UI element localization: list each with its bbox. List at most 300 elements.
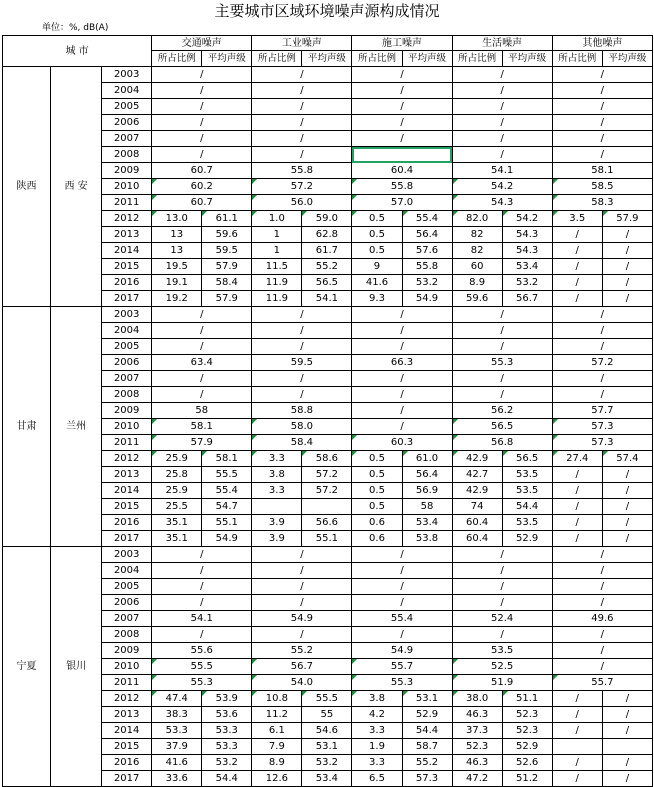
merged-value-cell[interactable]: 55.3 bbox=[352, 675, 452, 691]
merged-value-cell[interactable]: 57.2 bbox=[252, 179, 352, 195]
level-value-cell[interactable]: 62.8 bbox=[302, 227, 352, 243]
share-value-cell[interactable]: 19.1 bbox=[152, 275, 202, 291]
city-header[interactable]: 城 市 bbox=[3, 36, 152, 67]
year-cell[interactable]: 2007 bbox=[102, 371, 152, 387]
merged-value-cell[interactable]: 55.2 bbox=[252, 643, 352, 659]
merged-value-cell[interactable]: / bbox=[152, 307, 252, 323]
merged-value-cell[interactable]: / bbox=[452, 579, 552, 595]
year-cell[interactable]: 2017 bbox=[102, 291, 152, 307]
city-cell[interactable]: 银川 bbox=[51, 547, 102, 787]
share-value-cell[interactable]: 52.3 bbox=[452, 739, 502, 755]
share-value-cell[interactable]: 46.3 bbox=[452, 755, 502, 771]
level-value-cell[interactable]: 53.6 bbox=[202, 707, 252, 723]
level-value-cell[interactable]: 55.5 bbox=[302, 691, 352, 707]
merged-value-cell[interactable]: / bbox=[452, 307, 552, 323]
level-value-cell[interactable]: 57.3 bbox=[402, 771, 452, 787]
level-value-cell[interactable]: 53.3 bbox=[202, 739, 252, 755]
level-value-cell[interactable]: 59.6 bbox=[202, 227, 252, 243]
level-header[interactable]: 平均声级 bbox=[502, 51, 552, 67]
level-value-cell[interactable]: 57.2 bbox=[302, 483, 352, 499]
merged-value-cell[interactable]: / bbox=[252, 627, 352, 643]
merged-value-cell[interactable]: / bbox=[152, 579, 252, 595]
level-value-cell[interactable]: 58.7 bbox=[402, 739, 452, 755]
year-cell[interactable]: 2008 bbox=[102, 387, 152, 403]
year-cell[interactable]: 2009 bbox=[102, 403, 152, 419]
merged-value-cell[interactable]: 55.5 bbox=[152, 659, 252, 675]
level-value-cell[interactable]: / bbox=[602, 275, 652, 291]
level-value-cell[interactable]: / bbox=[602, 243, 652, 259]
year-cell[interactable]: 2005 bbox=[102, 99, 152, 115]
merged-value-cell[interactable]: 52.5 bbox=[452, 659, 552, 675]
city-cell[interactable]: 兰州 bbox=[51, 307, 102, 547]
merged-value-cell[interactable]: / bbox=[352, 339, 452, 355]
merged-value-cell[interactable]: 56.7 bbox=[252, 659, 352, 675]
share-value-cell[interactable]: 4.2 bbox=[352, 707, 402, 723]
merged-value-cell[interactable]: 56.5 bbox=[452, 419, 552, 435]
merged-value-cell[interactable]: / bbox=[352, 387, 452, 403]
level-value-cell[interactable]: / bbox=[602, 723, 652, 739]
merged-value-cell[interactable]: / bbox=[352, 579, 452, 595]
merged-value-cell[interactable]: / bbox=[152, 323, 252, 339]
level-value-cell[interactable]: 56.4 bbox=[402, 467, 452, 483]
year-cell[interactable]: 2007 bbox=[102, 131, 152, 147]
merged-value-cell[interactable]: 57.9 bbox=[152, 435, 252, 451]
level-header[interactable]: 平均声级 bbox=[202, 51, 252, 67]
merged-value-cell[interactable]: 54.3 bbox=[452, 195, 552, 211]
level-value-cell[interactable]: 54.3 bbox=[502, 243, 552, 259]
level-value-cell[interactable]: 58.4 bbox=[202, 275, 252, 291]
year-cell[interactable]: 2014 bbox=[102, 483, 152, 499]
share-value-cell[interactable]: 74 bbox=[452, 499, 502, 515]
merged-value-cell[interactable]: 52.4 bbox=[452, 611, 552, 627]
merged-value-cell[interactable]: 60.7 bbox=[152, 163, 252, 179]
share-value-cell[interactable]: / bbox=[552, 707, 602, 723]
share-value-cell[interactable]: 6.1 bbox=[252, 723, 302, 739]
merged-value-cell[interactable]: 54.2 bbox=[452, 179, 552, 195]
level-value-cell[interactable]: 61.0 bbox=[402, 451, 452, 467]
share-value-cell[interactable]: 47.4 bbox=[152, 691, 202, 707]
merged-value-cell[interactable]: / bbox=[352, 563, 452, 579]
year-cell[interactable]: 2014 bbox=[102, 723, 152, 739]
year-cell[interactable]: 2009 bbox=[102, 643, 152, 659]
level-value-cell[interactable]: 53.2 bbox=[202, 755, 252, 771]
merged-value-cell[interactable]: / bbox=[552, 579, 652, 595]
level-value-cell[interactable]: 53.8 bbox=[402, 531, 452, 547]
share-value-cell[interactable]: 38.3 bbox=[152, 707, 202, 723]
share-value-cell[interactable]: 8.9 bbox=[452, 275, 502, 291]
merged-value-cell[interactable]: 56.0 bbox=[252, 195, 352, 211]
level-value-cell[interactable]: 51.1 bbox=[502, 691, 552, 707]
share-value-cell[interactable]: / bbox=[552, 531, 602, 547]
year-cell[interactable]: 2013 bbox=[102, 467, 152, 483]
share-value-cell[interactable]: 60.4 bbox=[452, 515, 502, 531]
share-value-cell[interactable]: / bbox=[552, 755, 602, 771]
level-value-cell[interactable]: 53.5 bbox=[502, 515, 552, 531]
year-cell[interactable]: 2008 bbox=[102, 627, 152, 643]
merged-value-cell[interactable]: / bbox=[152, 387, 252, 403]
level-value-cell[interactable]: 55.2 bbox=[302, 259, 352, 275]
share-value-cell[interactable]: 11.5 bbox=[252, 259, 302, 275]
level-value-cell[interactable]: 52.6 bbox=[502, 755, 552, 771]
level-header[interactable]: 平均声级 bbox=[402, 51, 452, 67]
share-value-cell[interactable]: 35.1 bbox=[152, 531, 202, 547]
share-value-cell[interactable]: / bbox=[552, 723, 602, 739]
level-value-cell[interactable]: / bbox=[602, 467, 652, 483]
merged-value-cell[interactable]: 51.9 bbox=[452, 675, 552, 691]
merged-value-cell[interactable]: 54.9 bbox=[252, 611, 352, 627]
merged-value-cell[interactable]: / bbox=[252, 595, 352, 611]
level-value-cell[interactable] bbox=[302, 499, 352, 515]
level-value-cell[interactable]: 53.2 bbox=[402, 275, 452, 291]
merged-value-cell[interactable]: / bbox=[352, 115, 452, 131]
year-cell[interactable]: 2015 bbox=[102, 499, 152, 515]
merged-value-cell[interactable]: 57.7 bbox=[552, 403, 652, 419]
share-value-cell[interactable]: / bbox=[552, 291, 602, 307]
share-header[interactable]: 所占比例 bbox=[452, 51, 502, 67]
share-value-cell[interactable]: 35.1 bbox=[152, 515, 202, 531]
share-value-cell[interactable]: 13 bbox=[152, 243, 202, 259]
year-cell[interactable]: 2010 bbox=[102, 179, 152, 195]
city-cell[interactable]: 西 安 bbox=[51, 67, 102, 307]
year-cell[interactable]: 2003 bbox=[102, 307, 152, 323]
level-value-cell[interactable]: 56.5 bbox=[502, 451, 552, 467]
merged-value-cell[interactable]: / bbox=[452, 563, 552, 579]
merged-value-cell[interactable]: 58.1 bbox=[552, 163, 652, 179]
share-value-cell[interactable]: 3.5 bbox=[552, 211, 602, 227]
share-value-cell[interactable]: 11.9 bbox=[252, 275, 302, 291]
level-value-cell[interactable]: / bbox=[602, 483, 652, 499]
year-cell[interactable]: 2012 bbox=[102, 451, 152, 467]
merged-value-cell[interactable]: / bbox=[152, 547, 252, 563]
merged-value-cell[interactable]: 58.1 bbox=[152, 419, 252, 435]
year-cell[interactable]: 2012 bbox=[102, 211, 152, 227]
level-value-cell[interactable]: 54.4 bbox=[202, 771, 252, 787]
level-value-cell[interactable]: 56.4 bbox=[402, 227, 452, 243]
level-header[interactable]: 平均声级 bbox=[302, 51, 352, 67]
merged-value-cell[interactable]: / bbox=[452, 131, 552, 147]
share-value-cell[interactable]: 6.5 bbox=[352, 771, 402, 787]
merged-value-cell[interactable]: / bbox=[152, 627, 252, 643]
level-value-cell[interactable]: 55.4 bbox=[402, 211, 452, 227]
merged-value-cell[interactable]: / bbox=[252, 147, 352, 163]
level-value-cell[interactable]: 53.4 bbox=[502, 259, 552, 275]
year-cell[interactable]: 2012 bbox=[102, 691, 152, 707]
merged-value-cell[interactable]: / bbox=[252, 387, 352, 403]
level-value-cell[interactable]: 53.4 bbox=[402, 515, 452, 531]
merged-value-cell[interactable]: / bbox=[252, 563, 352, 579]
level-value-cell[interactable]: / bbox=[602, 755, 652, 771]
share-value-cell[interactable]: 38.0 bbox=[452, 691, 502, 707]
merged-value-cell[interactable]: 57.0 bbox=[352, 195, 452, 211]
level-value-cell[interactable]: 55.8 bbox=[402, 259, 452, 275]
merged-value-cell[interactable]: / bbox=[452, 115, 552, 131]
source-header[interactable]: 工业噪声 bbox=[252, 36, 352, 51]
share-value-cell[interactable]: 3.3 bbox=[352, 755, 402, 771]
level-value-cell[interactable]: 57.9 bbox=[602, 211, 652, 227]
merged-value-cell[interactable]: / bbox=[352, 627, 452, 643]
merged-value-cell[interactable]: 55.3 bbox=[152, 675, 252, 691]
share-header[interactable]: 所占比例 bbox=[352, 51, 402, 67]
share-value-cell[interactable]: 25.5 bbox=[152, 499, 202, 515]
level-value-cell[interactable]: 53.1 bbox=[402, 691, 452, 707]
source-header[interactable]: 交通噪声 bbox=[152, 36, 252, 51]
share-value-cell[interactable]: 19.5 bbox=[152, 259, 202, 275]
merged-value-cell[interactable]: / bbox=[152, 131, 252, 147]
share-value-cell[interactable]: 60.4 bbox=[452, 531, 502, 547]
year-cell[interactable]: 2013 bbox=[102, 707, 152, 723]
share-value-cell[interactable]: 3.8 bbox=[252, 467, 302, 483]
level-value-cell[interactable]: 58.1 bbox=[202, 451, 252, 467]
level-value-cell[interactable]: 55.1 bbox=[302, 531, 352, 547]
merged-value-cell[interactable]: / bbox=[452, 147, 552, 163]
merged-value-cell[interactable]: / bbox=[352, 371, 452, 387]
merged-value-cell[interactable]: / bbox=[452, 323, 552, 339]
year-cell[interactable]: 2016 bbox=[102, 275, 152, 291]
share-value-cell[interactable]: 41.6 bbox=[152, 755, 202, 771]
share-value-cell[interactable]: 10.8 bbox=[252, 691, 302, 707]
merged-value-cell[interactable]: / bbox=[552, 371, 652, 387]
level-value-cell[interactable]: 56.7 bbox=[502, 291, 552, 307]
share-value-cell[interactable]: 3.3 bbox=[252, 451, 302, 467]
merged-value-cell[interactable]: / bbox=[252, 547, 352, 563]
merged-value-cell[interactable]: / bbox=[452, 627, 552, 643]
year-cell[interactable]: 2006 bbox=[102, 355, 152, 371]
level-value-cell[interactable]: / bbox=[602, 291, 652, 307]
merged-value-cell[interactable]: / bbox=[152, 147, 252, 163]
merged-value-cell[interactable]: / bbox=[452, 387, 552, 403]
merged-value-cell[interactable]: / bbox=[552, 131, 652, 147]
level-value-cell[interactable]: 54.9 bbox=[202, 531, 252, 547]
share-header[interactable]: 所占比例 bbox=[552, 51, 602, 67]
share-value-cell[interactable]: 1.0 bbox=[252, 211, 302, 227]
merged-value-cell[interactable]: / bbox=[552, 595, 652, 611]
year-cell[interactable]: 2013 bbox=[102, 227, 152, 243]
merged-value-cell[interactable]: 58.4 bbox=[252, 435, 352, 451]
year-cell[interactable]: 2016 bbox=[102, 515, 152, 531]
merged-value-cell[interactable]: 55.6 bbox=[152, 643, 252, 659]
share-value-cell[interactable]: / bbox=[552, 275, 602, 291]
merged-value-cell[interactable]: 57.3 bbox=[552, 419, 652, 435]
merged-value-cell[interactable]: / bbox=[252, 83, 352, 99]
merged-value-cell[interactable]: / bbox=[152, 563, 252, 579]
merged-value-cell[interactable]: 60.4 bbox=[352, 163, 452, 179]
level-value-cell[interactable]: 58 bbox=[402, 499, 452, 515]
merged-value-cell[interactable]: 58.5 bbox=[552, 179, 652, 195]
merged-value-cell[interactable]: 55.8 bbox=[352, 179, 452, 195]
merged-value-cell[interactable]: / bbox=[152, 83, 252, 99]
level-value-cell[interactable]: / bbox=[602, 707, 652, 723]
level-value-cell[interactable]: 52.9 bbox=[502, 531, 552, 547]
level-value-cell[interactable]: 53.4 bbox=[302, 771, 352, 787]
year-cell[interactable]: 2015 bbox=[102, 259, 152, 275]
level-value-cell[interactable]: 54.2 bbox=[502, 211, 552, 227]
merged-value-cell[interactable]: / bbox=[252, 99, 352, 115]
share-value-cell[interactable]: / bbox=[552, 515, 602, 531]
share-value-cell[interactable]: 82 bbox=[452, 227, 502, 243]
merged-value-cell[interactable]: / bbox=[552, 659, 652, 675]
merged-value-cell[interactable]: 60.3 bbox=[352, 435, 452, 451]
merged-value-cell[interactable]: / bbox=[152, 99, 252, 115]
merged-value-cell[interactable]: / bbox=[552, 643, 652, 659]
level-value-cell[interactable]: 54.7 bbox=[202, 499, 252, 515]
level-header[interactable]: 平均声级 bbox=[602, 51, 652, 67]
share-value-cell[interactable]: / bbox=[552, 691, 602, 707]
level-value-cell[interactable]: 57.2 bbox=[302, 467, 352, 483]
share-value-cell[interactable]: / bbox=[552, 499, 602, 515]
level-value-cell[interactable] bbox=[602, 739, 652, 755]
level-value-cell[interactable]: 53.9 bbox=[202, 691, 252, 707]
year-cell[interactable]: 2004 bbox=[102, 83, 152, 99]
share-value-cell[interactable]: 53.3 bbox=[152, 723, 202, 739]
level-value-cell[interactable]: 53.1 bbox=[302, 739, 352, 755]
merged-value-cell[interactable]: 54.9 bbox=[352, 643, 452, 659]
year-cell[interactable]: 2007 bbox=[102, 611, 152, 627]
share-value-cell[interactable]: 37.3 bbox=[452, 723, 502, 739]
province-cell[interactable]: 甘肃 bbox=[3, 307, 51, 547]
share-value-cell[interactable]: / bbox=[552, 227, 602, 243]
year-cell[interactable]: 2008 bbox=[102, 147, 152, 163]
merged-value-cell[interactable]: / bbox=[552, 67, 652, 83]
merged-value-cell[interactable]: 54.0 bbox=[252, 675, 352, 691]
merged-value-cell[interactable]: 58.0 bbox=[252, 419, 352, 435]
merged-value-cell[interactable]: / bbox=[552, 307, 652, 323]
merged-value-cell[interactable]: / bbox=[252, 579, 352, 595]
level-value-cell[interactable]: 57.9 bbox=[202, 259, 252, 275]
merged-value-cell[interactable]: / bbox=[552, 99, 652, 115]
merged-value-cell[interactable]: 55.8 bbox=[252, 163, 352, 179]
merged-value-cell[interactable]: 57.2 bbox=[552, 355, 652, 371]
merged-value-cell[interactable]: / bbox=[352, 307, 452, 323]
source-header[interactable]: 其他噪声 bbox=[552, 36, 652, 51]
year-cell[interactable]: 2003 bbox=[102, 547, 152, 563]
merged-value-cell[interactable]: / bbox=[152, 371, 252, 387]
share-value-cell[interactable]: 47.2 bbox=[452, 771, 502, 787]
level-value-cell[interactable]: 55 bbox=[302, 707, 352, 723]
level-value-cell[interactable]: 53.5 bbox=[502, 467, 552, 483]
share-header[interactable]: 所占比例 bbox=[252, 51, 302, 67]
level-value-cell[interactable]: 54.4 bbox=[402, 723, 452, 739]
year-cell[interactable]: 2015 bbox=[102, 739, 152, 755]
share-value-cell[interactable]: 9.3 bbox=[352, 291, 402, 307]
merged-value-cell[interactable]: / bbox=[252, 339, 352, 355]
merged-value-cell[interactable]: / bbox=[452, 99, 552, 115]
level-value-cell[interactable]: 54.3 bbox=[502, 227, 552, 243]
level-value-cell[interactable]: 57.9 bbox=[202, 291, 252, 307]
level-value-cell[interactable]: 53.2 bbox=[502, 275, 552, 291]
merged-value-cell[interactable]: / bbox=[352, 131, 452, 147]
share-header[interactable]: 所占比例 bbox=[152, 51, 202, 67]
level-value-cell[interactable]: 55.1 bbox=[202, 515, 252, 531]
level-value-cell[interactable]: 52.3 bbox=[502, 723, 552, 739]
year-cell[interactable]: 2004 bbox=[102, 563, 152, 579]
share-value-cell[interactable]: 25.9 bbox=[152, 451, 202, 467]
merged-value-cell[interactable]: / bbox=[252, 307, 352, 323]
share-value-cell[interactable]: 0.5 bbox=[352, 243, 402, 259]
merged-value-cell[interactable]: / bbox=[152, 67, 252, 83]
level-value-cell[interactable]: 55.5 bbox=[202, 467, 252, 483]
level-value-cell[interactable]: 53.5 bbox=[502, 483, 552, 499]
share-value-cell[interactable]: 82 bbox=[452, 243, 502, 259]
level-value-cell[interactable]: 52.9 bbox=[402, 707, 452, 723]
year-cell[interactable]: 2017 bbox=[102, 531, 152, 547]
level-value-cell[interactable]: 52.3 bbox=[502, 707, 552, 723]
year-cell[interactable]: 2016 bbox=[102, 755, 152, 771]
year-cell[interactable]: 2006 bbox=[102, 595, 152, 611]
level-value-cell[interactable]: 59.5 bbox=[202, 243, 252, 259]
level-value-cell[interactable]: 61.1 bbox=[202, 211, 252, 227]
share-value-cell[interactable]: 3.9 bbox=[252, 515, 302, 531]
share-value-cell[interactable]: 0.5 bbox=[352, 467, 402, 483]
share-value-cell[interactable]: 13 bbox=[152, 227, 202, 243]
merged-value-cell[interactable]: / bbox=[252, 115, 352, 131]
level-value-cell[interactable]: 58.6 bbox=[302, 451, 352, 467]
share-value-cell[interactable]: 41.6 bbox=[352, 275, 402, 291]
merged-value-cell[interactable]: / bbox=[252, 371, 352, 387]
level-value-cell[interactable]: / bbox=[602, 531, 652, 547]
year-cell[interactable]: 2003 bbox=[102, 67, 152, 83]
merged-value-cell[interactable]: / bbox=[452, 547, 552, 563]
share-value-cell[interactable] bbox=[552, 739, 602, 755]
level-value-cell[interactable]: 55.4 bbox=[202, 483, 252, 499]
share-value-cell[interactable]: 3.8 bbox=[352, 691, 402, 707]
share-value-cell[interactable]: 82.0 bbox=[452, 211, 502, 227]
level-value-cell[interactable]: / bbox=[602, 259, 652, 275]
merged-value-cell[interactable]: 55.7 bbox=[552, 675, 652, 691]
share-value-cell[interactable]: 0.5 bbox=[352, 499, 402, 515]
merged-value-cell[interactable]: / bbox=[152, 339, 252, 355]
year-cell[interactable]: 2009 bbox=[102, 163, 152, 179]
level-value-cell[interactable]: / bbox=[602, 499, 652, 515]
merged-value-cell[interactable]: / bbox=[152, 115, 252, 131]
merged-value-cell[interactable]: 56.2 bbox=[452, 403, 552, 419]
year-cell[interactable]: 2011 bbox=[102, 435, 152, 451]
share-value-cell[interactable]: 0.5 bbox=[352, 227, 402, 243]
merged-value-cell[interactable]: / bbox=[552, 563, 652, 579]
level-value-cell[interactable]: / bbox=[602, 691, 652, 707]
level-value-cell[interactable]: 59.0 bbox=[302, 211, 352, 227]
merged-value-cell[interactable]: / bbox=[252, 67, 352, 83]
share-value-cell[interactable]: 1.9 bbox=[352, 739, 402, 755]
level-value-cell[interactable]: 51.2 bbox=[502, 771, 552, 787]
merged-value-cell[interactable]: / bbox=[352, 99, 452, 115]
merged-value-cell[interactable]: 58.3 bbox=[552, 195, 652, 211]
year-cell[interactable]: 2004 bbox=[102, 323, 152, 339]
share-value-cell[interactable]: 46.3 bbox=[452, 707, 502, 723]
share-value-cell[interactable]: 60 bbox=[452, 259, 502, 275]
province-cell[interactable]: 陕西 bbox=[3, 67, 51, 307]
year-cell[interactable]: 2010 bbox=[102, 419, 152, 435]
share-value-cell[interactable]: 0.6 bbox=[352, 531, 402, 547]
share-value-cell[interactable]: 11.2 bbox=[252, 707, 302, 723]
merged-value-cell[interactable]: / bbox=[552, 83, 652, 99]
merged-value-cell[interactable]: / bbox=[452, 371, 552, 387]
share-value-cell[interactable]: 0.6 bbox=[352, 515, 402, 531]
merged-value-cell[interactable]: 63.4 bbox=[152, 355, 252, 371]
merged-value-cell[interactable]: / bbox=[152, 595, 252, 611]
merged-value-cell[interactable]: / bbox=[352, 547, 452, 563]
merged-value-cell[interactable]: 60.2 bbox=[152, 179, 252, 195]
merged-value-cell[interactable]: / bbox=[352, 323, 452, 339]
share-value-cell[interactable]: 1 bbox=[252, 227, 302, 243]
level-value-cell[interactable]: / bbox=[602, 515, 652, 531]
merged-value-cell[interactable]: 60.7 bbox=[152, 195, 252, 211]
share-value-cell[interactable]: 37.9 bbox=[152, 739, 202, 755]
level-value-cell[interactable]: 57.4 bbox=[602, 451, 652, 467]
level-value-cell[interactable]: 53.3 bbox=[202, 723, 252, 739]
level-value-cell[interactable]: 55.2 bbox=[402, 755, 452, 771]
share-value-cell[interactable]: 0.5 bbox=[352, 211, 402, 227]
level-value-cell[interactable]: 56.5 bbox=[302, 275, 352, 291]
